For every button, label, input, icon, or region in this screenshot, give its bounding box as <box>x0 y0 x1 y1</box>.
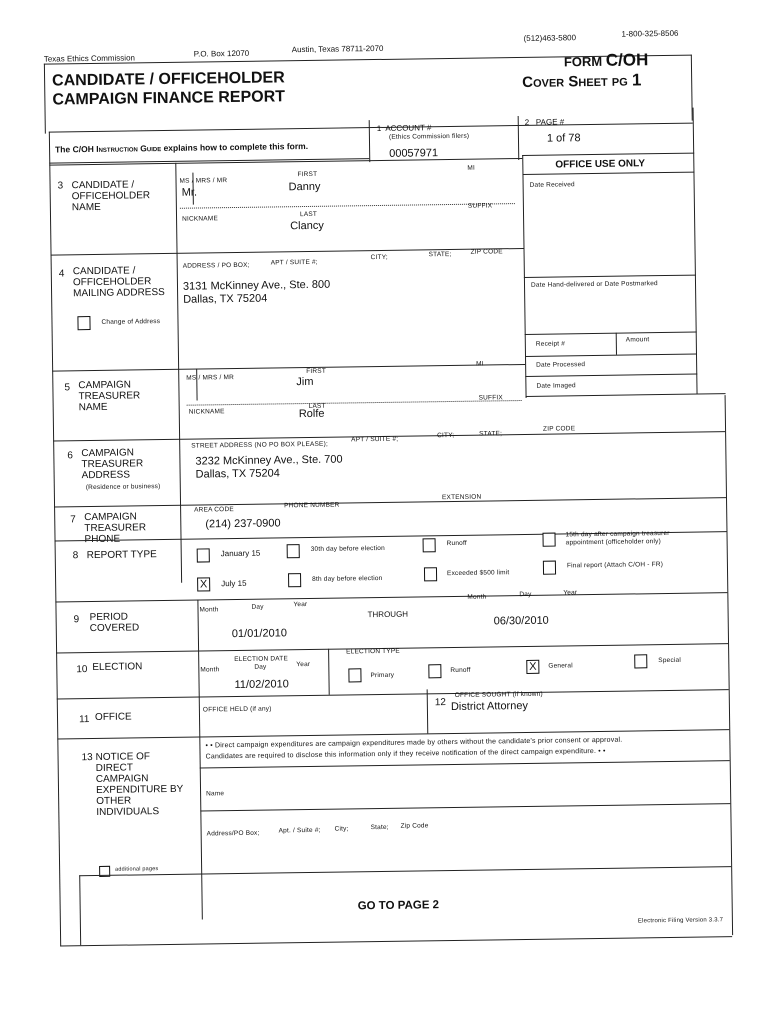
mailing-address-header: ADDRESS / PO BOX; <box>182 261 250 270</box>
extension-header: EXTENSION <box>441 493 482 502</box>
january-15-label: January 15 <box>220 548 261 559</box>
runoff-report-checkbox[interactable] <box>423 538 436 552</box>
imaged-rule <box>525 374 697 377</box>
notice-name-top <box>200 760 730 768</box>
period-to-year: Year <box>563 589 578 597</box>
period-to-month: Month <box>467 593 487 601</box>
date-received-label: Date Received <box>529 181 575 189</box>
notice-address-top <box>200 803 730 811</box>
exceeded-limit-checkbox[interactable] <box>424 567 437 581</box>
election-year: Year <box>296 660 311 669</box>
section7-top <box>54 497 726 507</box>
instruction-prefix: The C/OH <box>55 143 97 155</box>
treasurer-last-header: LAST <box>308 402 326 410</box>
page-num: 2 <box>524 117 530 127</box>
runoff-election-checkbox[interactable] <box>428 664 441 678</box>
period-num: 9 <box>73 614 80 626</box>
treasurer-street-header: STREET ADDRESS (NO PO BOX PLEASE); <box>191 440 328 450</box>
amount-label: Amount <box>625 336 650 344</box>
treasurer-suffix-header: SUFFIX <box>478 394 503 402</box>
candidate-ms-header: MS / MRS / MR <box>179 177 228 185</box>
office-use-title: OFFICE USE ONLY <box>555 158 646 171</box>
section5-top <box>52 364 525 372</box>
election-type-header: ELECTION TYPE <box>346 647 400 656</box>
primary-checkbox[interactable] <box>348 668 361 682</box>
account-num: 1 <box>376 123 382 134</box>
notice-name-header: Name <box>206 790 225 798</box>
treasurer-zip-header: ZIP CODE <box>542 425 576 433</box>
notice-num: 13 <box>81 752 93 764</box>
candidate-first-value[interactable]: Danny <box>288 180 321 194</box>
general-checkbox[interactable]: X <box>526 660 539 674</box>
period-to-day: Day <box>519 590 532 599</box>
account-label-text: ACCOUNT # <box>385 123 432 133</box>
treasurer-mi-header: MI <box>476 360 484 368</box>
notice-text1: Direct campaign expenditures are campaign expenditures made by others without the candidate's prior consent or approval. <box>214 736 623 750</box>
notice-zip-header: Zip Code <box>400 822 429 830</box>
mailing-state-header: STATE; <box>428 250 452 259</box>
candidate-mi-header: MI <box>467 164 476 172</box>
mailing-label: CANDIDATE / OFFICEHOLDER MAILING ADDRESS <box>72 265 165 300</box>
page-label-text: PAGE # <box>535 117 565 127</box>
cover-page-number: 1 <box>631 70 642 90</box>
treasurer-num: 5 <box>64 382 71 394</box>
8th-day-checkbox[interactable] <box>288 573 301 587</box>
phone-label: CAMPAIGN TREASURER PHONE <box>84 511 147 546</box>
election-day: Day <box>254 663 267 671</box>
label-column-rule-lower <box>197 600 202 920</box>
footer-top <box>79 866 731 876</box>
treasurer-address-label: CAMPAIGN TREASURER ADDRESS <box>81 447 144 482</box>
office-sought-num: 12 <box>434 697 447 709</box>
footer-left <box>79 875 81 945</box>
office-sought-header: OFFICE SOUGHT (if known) <box>454 690 543 699</box>
election-date-value[interactable]: 11/02/2010 <box>234 678 289 692</box>
phone-num: 7 <box>70 514 76 526</box>
candidate-num: 3 <box>57 180 64 192</box>
mailing-zip-header: ZIP CODE <box>470 248 503 256</box>
change-of-address-label: Change of Address <box>101 318 161 326</box>
treasurer-address-num: 6 <box>67 450 73 462</box>
cover-sheet-text: Cover Sheet pg <box>522 72 628 91</box>
go-to-page-2[interactable]: GO TO PAGE 2 <box>357 899 440 913</box>
notice-state-header: State; <box>370 823 389 832</box>
candidate-label: CANDIDATE / OFFICEHOLDER NAME <box>71 179 151 214</box>
exceeded-limit-label: Exceeded $500 limit <box>446 569 510 578</box>
agency-phone: (512)463-5800 <box>523 33 577 43</box>
treasurer-last-value[interactable]: Rolfe <box>298 407 325 421</box>
agency-po-box: P.O. Box 12070 <box>193 48 250 59</box>
office-use-bottom <box>526 393 726 397</box>
date-processed-label: Date Processed <box>536 361 586 369</box>
election-num: 10 <box>76 664 88 676</box>
through-label: THROUGH <box>367 609 409 620</box>
july-15-label: July 15 <box>221 578 247 589</box>
section11-top <box>57 689 729 699</box>
mailing-address-line1[interactable]: 3131 McKinney Ave., Ste. 800 <box>182 278 331 293</box>
date-received-rule <box>524 275 696 278</box>
receipt-divider <box>616 333 617 355</box>
form-title-line1: CANDIDATE / OFFICEHOLDER <box>51 69 285 90</box>
runoff-report-label: Runoff <box>446 539 467 548</box>
filing-version: Electronic Filing Version 3.3.7 <box>637 917 724 925</box>
treasurer-label: CAMPAIGN TREASURER NAME <box>78 379 141 414</box>
period-from-month: Month <box>199 606 219 614</box>
treasurer-apt-header: APT / SUITE #; <box>351 435 399 444</box>
receipt-label: Receipt # <box>535 340 566 348</box>
july-15-checkbox[interactable]: X <box>197 577 210 591</box>
election-month: Month <box>200 666 220 674</box>
instruction-suffix: explains how to complete this form. <box>161 140 309 154</box>
office-sought-value[interactable]: District Attorney <box>450 699 529 714</box>
8th-day-label: 8th day before election <box>312 574 383 583</box>
notice-text2: Candidates are required to disclose this information only if they receive notification of the direct campaign expenditure. <box>205 748 597 761</box>
candidate-last-header: LAST <box>299 210 318 219</box>
treasurer-ms-header: MS / MRS / MR <box>186 374 235 382</box>
label-column-rule <box>175 163 182 583</box>
election-date-header: ELECTION DATE <box>234 655 289 664</box>
final-report-checkbox[interactable] <box>543 561 556 575</box>
header-left-rule <box>44 64 46 134</box>
period-from-value[interactable]: 01/01/2010 <box>231 627 287 641</box>
office-held-header: OFFICE HELD (if any) <box>202 705 272 714</box>
special-label: Special <box>658 656 682 665</box>
candidate-title-value[interactable]: Mr. <box>181 186 198 199</box>
treasurer-first-header: FIRST <box>306 367 327 376</box>
candidate-nickname-header: NICKNAME <box>182 215 219 223</box>
instruction-text <box>55 141 308 155</box>
notice-address-header: Address/PO Box; <box>206 829 260 838</box>
form-code: C/OH <box>605 50 649 70</box>
january-15-checkbox[interactable] <box>197 548 210 562</box>
section13-top <box>57 729 729 739</box>
candidate-suffix-header: SUFFIX <box>467 202 493 210</box>
frame-top <box>49 123 693 133</box>
agency-toll-free: 1-800-325-8506 <box>621 28 679 39</box>
processed-rule <box>525 354 697 357</box>
notice-apt-header: Apt. / Suite #; <box>278 826 321 835</box>
form-title-line2: CAMPAIGN FINANCE REPORT <box>52 88 286 109</box>
mailing-num: 4 <box>58 268 65 280</box>
election-divider <box>328 649 330 695</box>
election-label: ELECTION <box>92 661 143 674</box>
runoff-election-label: Runoff <box>450 666 471 675</box>
change-of-address-checkbox[interactable] <box>77 316 90 330</box>
report-type-label: REPORT TYPE <box>86 549 157 562</box>
office-label: OFFICE <box>94 711 132 723</box>
candidate-dotted-rule <box>180 203 515 209</box>
account-number-value[interactable]: 00057971 <box>389 147 439 160</box>
notice-label: NOTICE OF DIRECT CAMPAIGN EXPENDITURE BY OTHER INDIVIDUALS <box>95 751 184 818</box>
receipt-rule <box>525 332 697 335</box>
treasurer-nickname-header: NICKNAME <box>188 408 225 416</box>
report-type-num: 8 <box>72 550 79 562</box>
mailing-city-header: CITY; <box>370 253 388 262</box>
candidate-last-value[interactable]: Clancy <box>290 219 324 233</box>
treasurer-address-line2[interactable]: Dallas, TX 75204 <box>195 467 280 481</box>
page-divider <box>518 116 520 160</box>
page-label <box>525 117 565 127</box>
section9-top <box>55 592 727 602</box>
account-sublabel: (Ethics Commission filers) <box>388 132 470 141</box>
office-use-right <box>693 108 698 394</box>
cover-sheet-label <box>522 70 641 92</box>
period-label: PERIOD COVERED <box>89 611 140 635</box>
account-label <box>377 123 432 133</box>
office-sought-divider <box>427 689 429 733</box>
period-to-value[interactable]: 06/30/2010 <box>493 614 549 628</box>
treasurer-address-note: (Residence or business) <box>85 483 161 492</box>
final-report-label: Final report (Attach C/OH - FR) <box>566 561 664 570</box>
frame-bottom <box>60 936 732 946</box>
primary-label: Primary <box>370 671 395 680</box>
special-checkbox[interactable] <box>634 654 647 668</box>
page-number-value[interactable]: 1 of 78 <box>546 132 581 145</box>
treasurer-city-header: CITY; <box>437 431 455 440</box>
treasurer-dotted-rule <box>187 400 522 406</box>
treasurer-address-line1[interactable]: 3232 McKinney Ave., Ste. 700 <box>195 453 343 468</box>
period-from-year: Year <box>293 601 308 609</box>
notice-text-line2: Candidates are required to disclose this information only if they receive notification of the direct campaign expenditure. • • <box>205 747 606 761</box>
instruction-guide: Instruction Guide <box>96 143 162 154</box>
form-label <box>564 50 649 71</box>
office-num: 11 <box>78 714 90 726</box>
office-use-top <box>522 153 694 156</box>
treasurer-first-value[interactable]: Jim <box>296 375 314 389</box>
agency-name: Texas Ethics Commission <box>43 53 136 64</box>
notice-city-header: City; <box>334 825 349 833</box>
period-from-day: Day <box>251 603 264 611</box>
treasurer-state-header: STATE; <box>479 430 503 438</box>
area-code-header: AREA CODE <box>194 506 234 514</box>
treasurer-phone-value[interactable]: (214) 237-0900 <box>205 517 281 531</box>
treasurer-ms-divider <box>196 369 197 401</box>
30th-day-checkbox[interactable] <box>287 544 300 558</box>
candidate-first-header: FIRST <box>297 170 318 179</box>
date-imaged-label: Date Imaged <box>536 382 576 390</box>
15th-day-label: 15th day after campaign treasurer appointment (officeholder only) <box>565 529 670 547</box>
general-label: General <box>548 662 573 670</box>
date-hand-label: Date Hand-delivered or Date Postmarked <box>530 280 658 289</box>
office-use-title-rule <box>522 172 694 175</box>
30th-day-label: 30th day before election <box>310 544 385 553</box>
form-word: FORM <box>563 53 603 70</box>
mailing-apt-header: APT / SUITE #; <box>270 258 318 267</box>
phone-number-header: PHONE NUMBER <box>284 501 340 510</box>
15th-day-checkbox[interactable] <box>542 533 555 547</box>
frame-right <box>725 395 734 935</box>
additional-pages-label: additional pages <box>115 866 159 873</box>
mailing-address-line2[interactable]: Dallas, TX 75204 <box>183 292 268 306</box>
agency-city: Austin, Texas 78711-2070 <box>291 43 384 55</box>
notice-text-line1: • • Direct campaign expenditures are campaign expenditures made by others without the candidate's prior consent or approval. <box>205 736 623 750</box>
